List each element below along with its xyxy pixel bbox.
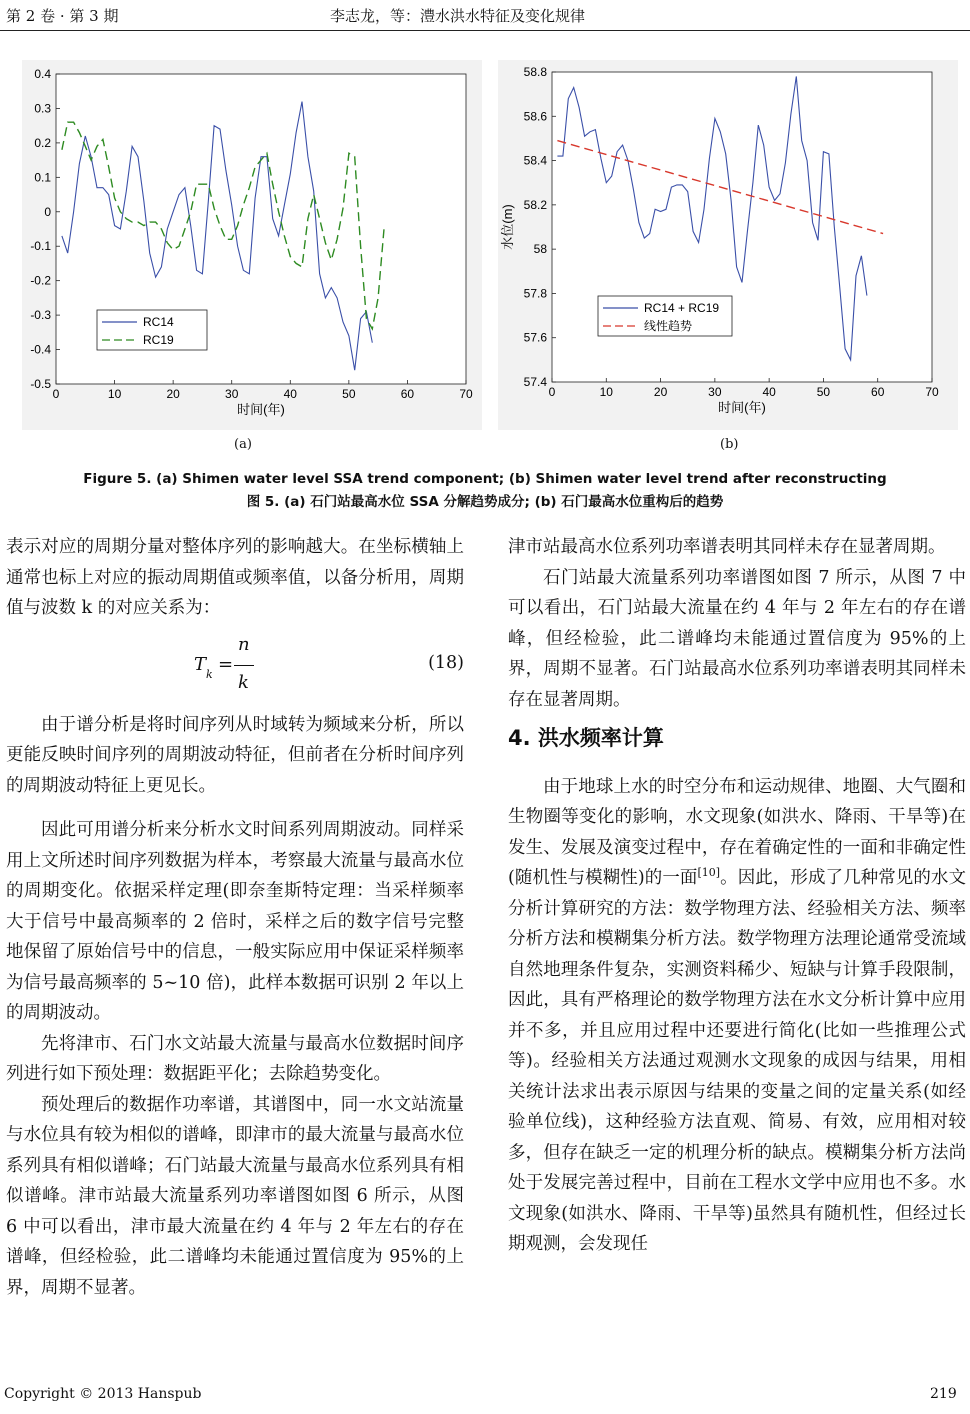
paragraph: 由于谱分析是将时间序列从时域转为频域来分析，所以更能反映时间序列的周期波动特征，但前者在分析时间序列的周期波动特征上更见长。 (6, 714, 464, 796)
y-tick-label: 58.8 (523, 65, 547, 79)
y-tick-label: -0.1 (30, 239, 51, 254)
equation-18 (6, 624, 464, 710)
eq-subscript: k (206, 667, 213, 681)
paragraph: 津市站最高水位系列功率谱表明其同样未存在显著周期。 (508, 537, 946, 557)
y-tick-label: 57.4 (523, 375, 547, 389)
x-tick-label: 10 (599, 385, 613, 399)
page-number: 219 (930, 1386, 957, 1402)
y-tick-label: 0.2 (34, 135, 51, 150)
y-tick-label: 58 (533, 242, 547, 257)
x-tick-label: 50 (342, 387, 356, 401)
running-title: 李志龙，等：澧水洪水特征及变化规律 (330, 7, 586, 25)
eq-fraction-bar (234, 665, 254, 666)
y-tick-label: 57.6 (523, 330, 547, 345)
x-tick-label: 40 (283, 387, 297, 401)
x-tick-label: 0 (52, 387, 60, 401)
chart-a (22, 60, 482, 430)
x-axis-label: 时间(年) (237, 402, 285, 417)
eq-numerator: n (238, 633, 250, 655)
paragraph: 表示对应的周期分量对整体序列的影响越大。在坐标横轴上通常也标上对应的振动周期值或频率值，以备分析用，周期值与波数 k 的对应关系为： (6, 537, 464, 618)
x-tick-label: 20 (653, 385, 668, 399)
x-tick-label: 70 (925, 385, 939, 399)
x-tick-label: 50 (816, 385, 831, 399)
right-column (508, 532, 966, 1260)
citation[interactable]: [10] (697, 866, 721, 880)
y-tick-label: 0.3 (34, 101, 51, 116)
x-tick-label: 60 (400, 387, 415, 401)
x-tick-label: 70 (459, 387, 473, 401)
legend-label: 线性趋势 (644, 319, 693, 333)
volume-issue: 第 2 卷 · 第 3 期 (6, 7, 119, 25)
subfigure-label-b: (b) (720, 437, 739, 452)
paragraph: 因此可用谱分析来分析水文时间系列周期波动。同样采用上文所述时间序列数据为样本，考察最大流量与最高水位的周期变化。依据采样定理(即奈奎斯特定理：当采样频率大于信号中最高频率的 2 倍时，采样之后的数字信号完整地保留了原始信号中的信息，一般实际应用中保证采样频率为信号最高频率的 5~10 倍)，此样本数据可识别 2 年以上的周期波动。 (6, 820, 464, 1023)
section-heading: 4. 洪水频率计算 (508, 726, 664, 750)
figure-caption-en: Figure 5. (a) Shimen water level SSA trend component; (b) Shimen water level trend after reconstructing (83, 471, 887, 487)
y-tick-label: -0.5 (30, 377, 51, 391)
y-tick-label: 58.4 (523, 153, 547, 168)
paragraph: 先将津市、石门水文站最大流量与最高水位数据时间序列进行如下预处理：数据距平化；去除趋势变化。 (6, 1033, 464, 1084)
text: 由于地球上水的时空分布和运动规律、地圈、大气圈和生物圈等变化的影响，水文现象(如洪水、降雨、干旱等)在发生、发展及演变过程中，存在着确定性的一面和非确定性(随机性与模糊性)的一面 (508, 776, 966, 888)
y-tick-label: 58.6 (523, 109, 547, 124)
page-header (0, 0, 970, 31)
figure-caption-zh: 图 5. (a) 石门站最高水位 SSA 分解趋势成分; (b) 石门最高水位重构后的趋势 (246, 494, 724, 510)
paragraph: 石门站最大流量系列功率谱图如图 7 所示，从图 7 中可以看出，石门站最大流量在约 4 年与 2 年左右的存在谱峰，但经检验，此二谱峰均未能通过置信度为 95%的上界，周期不显著。石门站最高水位系列功率谱表明其同样未存在显著周期。 (508, 567, 966, 710)
x-tick-label: 40 (762, 385, 776, 399)
legend-label: RC19 (143, 333, 174, 347)
left-column (6, 532, 464, 1303)
x-axis-label: 时间(年) (718, 400, 766, 415)
y-tick-label: 58.2 (523, 197, 547, 212)
legend-label: RC14 + RC19 (644, 301, 720, 315)
y-tick-label: 0 (44, 204, 51, 219)
copyright: Copyright © 2013 Hanspub (4, 1386, 202, 1402)
paragraph: 预处理后的数据作功率谱，其谱图中，同一水文站流量与水位具有较为相似的谱峰，即津市的最大流量与最高水位系列具有相似谱峰；石门站最大流量与最高水位系列具有相似谱峰。津市站最大流量系列功率谱图如图 6 所示，从图 6 中可以看出，津市最大流量在约 4 年与 2 年左右的存在谱峰，但经检验，此二谱峰均未能通过置信度为 95%的上界，周期不显著。 (6, 1094, 464, 1298)
eq-lhs: T (194, 653, 207, 675)
text: 。因此，形成了几种常见的水文分析计算研究的方法：数学物理方法、经验相关方法、频率分析方法和模糊集分析方法。数学物理方法理论通常受流域自然地理条件复杂，实测资料稀少、短缺与计算手段限制，因此，具有严格理论的数学物理方法在水文分析计算中应用并不多，并且应用过程中还要进行简化(比如一些推理公式等)。经验相关方法通过观测水文现象的成因与结果，用相关统计法求出表示原因与结果的变量之间的定量关系(如经验单位线)，这种经验方法直观、简易、有效，应用相对较多，但存在缺乏一定的机理分析的缺点。模糊集分析方法尚处于发展完善过程中，目前在工程水文学中应用也不多。水文现象(如洪水、降雨、干旱等)虽然具有随机性，但经过长期观测，会发现任 (508, 868, 967, 1254)
x-tick-label: 20 (166, 387, 180, 401)
subfigure-label-a: (a) (234, 437, 252, 452)
x-tick-label: 60 (871, 385, 885, 399)
y-tick-label: 57.8 (523, 286, 547, 301)
eq-equals: = (218, 653, 234, 675)
eq-denominator: k (238, 671, 249, 693)
y-tick-label: 0.1 (34, 170, 51, 185)
y-tick-label: -0.4 (30, 342, 51, 357)
y-tick-label: -0.2 (30, 273, 51, 288)
x-tick-label: 30 (225, 387, 239, 401)
y-axis-label: 水位(m) (500, 204, 515, 250)
x-tick-label: 0 (548, 385, 556, 399)
y-tick-label: -0.3 (30, 308, 51, 323)
chart-b (498, 60, 958, 430)
x-tick-label: 30 (708, 385, 722, 399)
x-tick-label: 10 (107, 387, 122, 401)
eq-number: (18) (428, 652, 464, 673)
y-tick-label: 0.4 (34, 67, 51, 81)
legend-label: RC14 (143, 315, 174, 329)
paragraph (508, 772, 966, 1260)
